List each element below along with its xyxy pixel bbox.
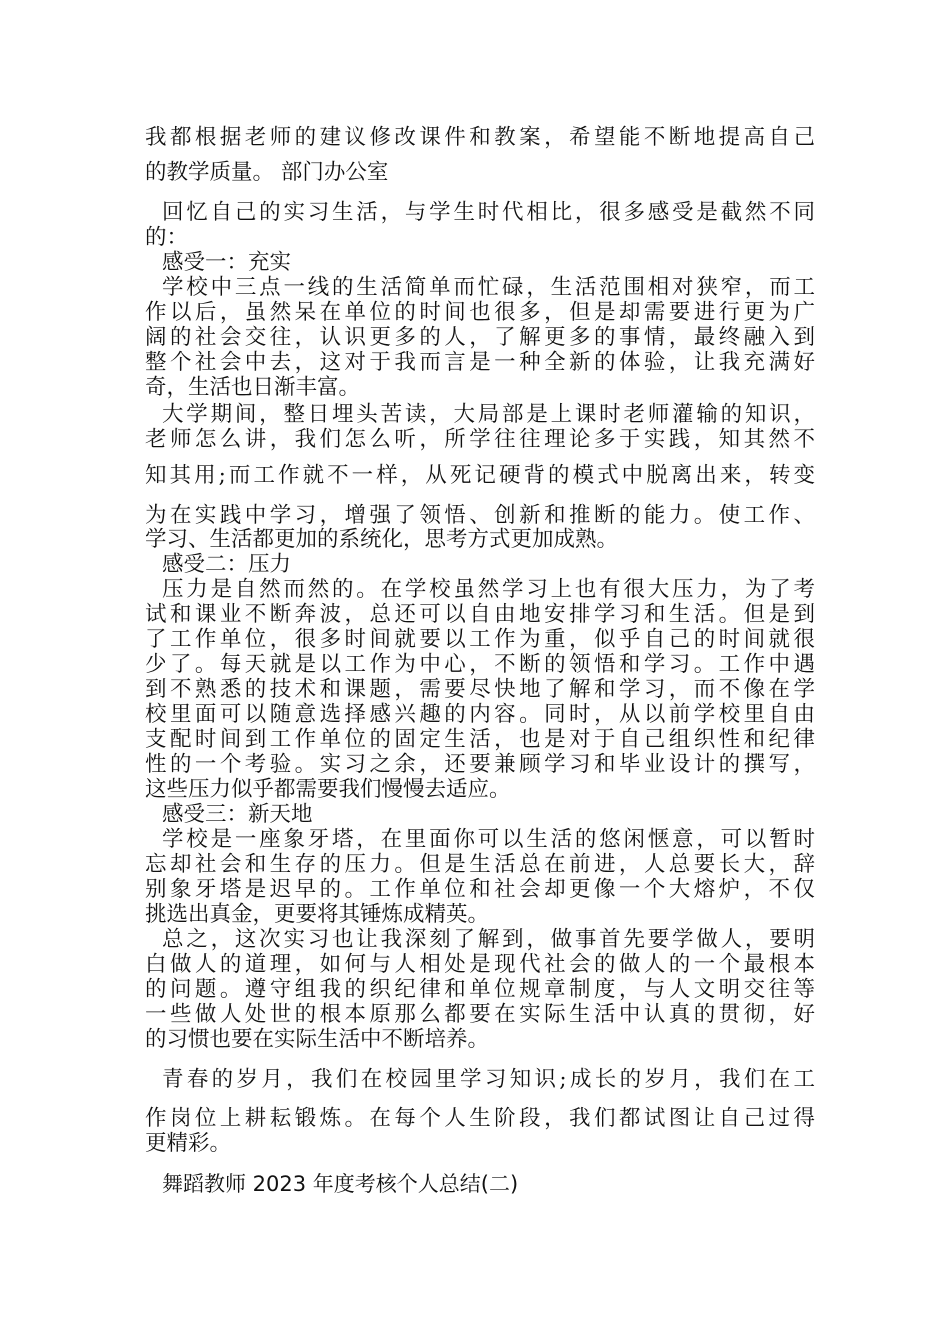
- paragraph-line: 试和课业不断奔波，总还可以自由地安排学习和生活。但是到: [145, 602, 815, 627]
- paragraph-line: 整个社会中去，这对于我而言是一种全新的体验，让我充满好: [145, 350, 815, 375]
- paragraph-line: 少了。每天就是以工作为中心，不断的领悟和学习。工作中遇: [145, 652, 815, 677]
- paragraph-line: 更精彩。: [145, 1131, 232, 1156]
- paragraph-line: 学校是一座象牙塔，在里面你可以生活的悠闲惬意，可以暂时: [162, 827, 815, 852]
- paragraph-line: 的教学质量。 部门办公室: [145, 160, 389, 185]
- paragraph-line: 的问题。遵守组我的织纪律和单位规章制度，与人文明交往等: [145, 977, 815, 1002]
- paragraph-line: 总之，这次实习也让我深刻了解到，做事首先要学做人，要明: [162, 927, 815, 952]
- paragraph-line: 了工作单位，很多时间就要以工作为重，似乎自己的时间就很: [145, 627, 815, 652]
- paragraph-line: 支配时间到工作单位的固定生活，也是对于自己组织性和纪律: [145, 727, 815, 752]
- paragraph-line: 一些做人处世的根本原那么都要在实际生活中认真的贯彻，好: [145, 1002, 815, 1027]
- paragraph-line: 这些压力似乎都需要我们慢慢去适应。: [145, 777, 511, 802]
- paragraph-line: 学习、生活都更加的系统化，思考方式更加成熟。: [145, 527, 619, 552]
- paragraph-line: 校里面可以随意选择感兴趣的内容。同时，从以前学校里自由: [145, 702, 815, 727]
- paragraph-line: 学校中三点一线的生活简单而忙碌，生活范围相对狭窄，而工: [162, 275, 815, 300]
- paragraph-line: 忘却社会和生存的压力。但是生活总在前进，人总要长大，辞: [145, 852, 815, 877]
- paragraph-line: 知其用;而工作就不一样，从死记硬背的模式中脱离出来，转变: [145, 463, 815, 488]
- section-heading: 感受三：新天地: [162, 802, 313, 827]
- paragraph-line: 挑选出真金，更要将其锤炼成精英。: [145, 902, 490, 927]
- paragraph-line: 奇，生活也日渐丰富。: [145, 375, 361, 400]
- paragraph-line: 到不熟悉的技术和课题，需要尽快地了解和学习，而不像在学: [145, 677, 815, 702]
- paragraph-line: 回忆自己的实习生活，与学生时代相比，很多感受是截然不同: [162, 200, 815, 225]
- paragraph-line: 阔的社会交往，认识更多的人，了解更多的事情，最终融入到: [145, 325, 815, 350]
- paragraph-line: 压力是自然而然的。在学校虽然学习上也有很大压力，为了考: [162, 577, 815, 602]
- paragraph-line: 青春的岁月，我们在校园里学习知识;成长的岁月，我们在工: [162, 1067, 815, 1092]
- paragraph-line: 为在实践中学习，增强了领悟、创新和推断的能力。使工作、: [145, 503, 815, 528]
- paragraph-line: 白做人的道理，如何与人相处是现代社会的做人的一个最根本: [145, 952, 815, 977]
- section-title: 舞蹈教师 2023 年度考核个人总结(二): [162, 1172, 519, 1196]
- section-heading: 感受二：压力: [162, 552, 292, 577]
- paragraph-line: 我都根据老师的建议修改课件和教案，希望能不断地提高自己: [145, 125, 815, 150]
- paragraph-line: 老师怎么讲，我们怎么听，所学往往理论多于实践，知其然不: [145, 427, 815, 452]
- paragraph-line: 作以后，虽然呆在单位的时间也很多，但是却需要进行更为广: [145, 300, 815, 325]
- paragraph-line: 大学期间，整日埋头苦读，大局部是上课时老师灌输的知识，: [162, 402, 815, 427]
- paragraph-line: 的：: [145, 225, 189, 250]
- paragraph-line: 别象牙塔是迟早的。工作单位和社会却更像一个大熔炉，不仅: [145, 877, 815, 902]
- section-heading: 感受一：充实: [162, 250, 292, 275]
- paragraph-line: 的习惯也要在实际生活中不断培养。: [145, 1027, 490, 1052]
- paragraph-line: 作岗位上耕耘锻炼。在每个人生阶段，我们都试图让自己过得: [145, 1106, 815, 1131]
- paragraph-line: 性的一个考验。实习之余，还要兼顾学习和毕业设计的撰写，: [145, 752, 815, 777]
